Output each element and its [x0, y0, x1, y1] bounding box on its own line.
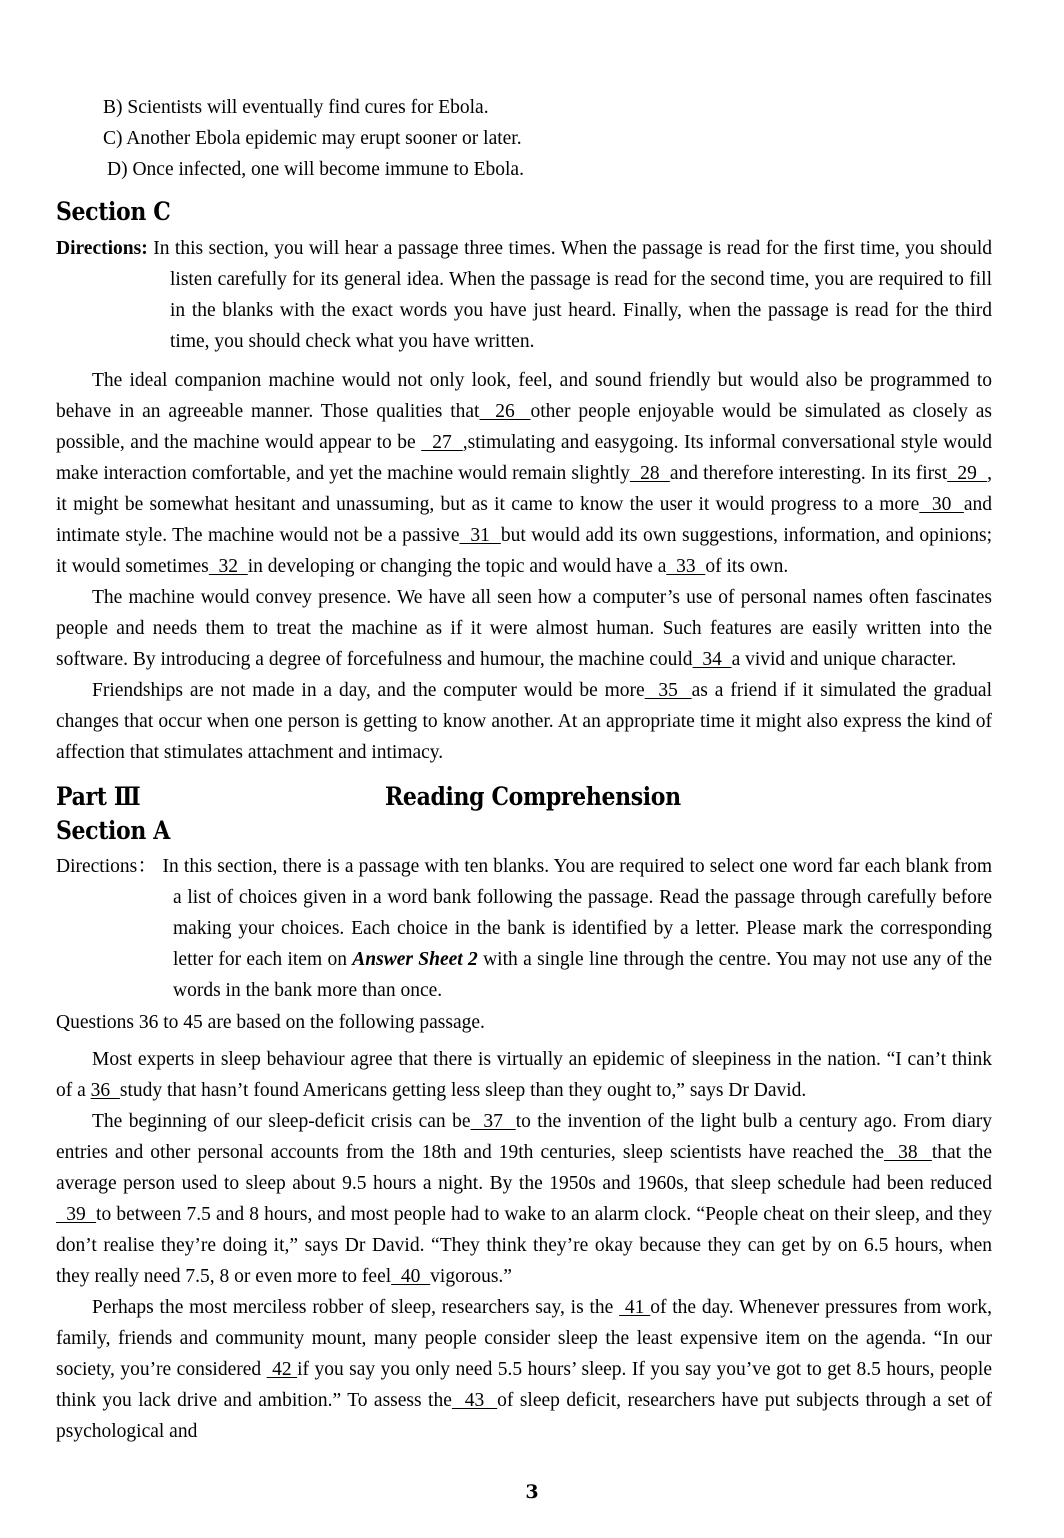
section-c-directions	[56, 233, 992, 357]
passage-text: Most experts in sleep behaviour agree that there is virtually an epidemic of sleepiness in the nation. “I can’t think of a	[56, 1049, 992, 1101]
passage-text: The beginning of our sleep-deficit crisis can be	[92, 1111, 471, 1132]
passage-paragraph-3	[56, 675, 992, 768]
passage-text: to the invention of the light bulb a century ago. From diary entries and other personal accounts from the 18th and 19th centuries, sleep scientists have reached the	[56, 1111, 992, 1163]
blank-35: 35	[644, 680, 692, 701]
option-b: B) Scientists will eventually find cures for Ebola.	[103, 97, 489, 118]
section-a-directions	[56, 851, 992, 1006]
blank-36: 36	[90, 1080, 120, 1101]
option-d: D) Once infected, one will become immune to Ebola.	[107, 159, 524, 180]
passage-text: ,stimulating and easygoing. Its informal conversational style would make interaction comfortable, and yet the machine would remain slightly	[56, 432, 993, 484]
passage-text: in developing or changing the topic and would have a	[247, 556, 667, 577]
part-three-header	[56, 782, 992, 816]
blank-28: 28	[629, 463, 670, 484]
blank-27: 27	[421, 432, 463, 453]
blank-34: 34	[692, 649, 732, 670]
blank-37: 37	[470, 1111, 516, 1132]
reading-paragraph-1	[56, 1044, 992, 1106]
section-a-heading: Section A	[56, 816, 171, 845]
blank-42: 42	[266, 1359, 298, 1380]
answer-sheet-emphasis: Answer Sheet 2	[352, 949, 478, 970]
passage-text: but would add its own suggestions, information, and opinions; it would sometimes	[56, 525, 992, 577]
passage-text: study that hasn’t found Americans getting less sleep than they ought to,” says Dr David.	[119, 1080, 807, 1101]
passage-text: Perhaps the most merciless robber of sleep, researchers say, is the	[92, 1297, 620, 1318]
option-c: C) Another Ebola epidemic may erupt sooner or later.	[103, 128, 522, 149]
blank-43: 43	[451, 1390, 498, 1411]
blank-40: 40	[391, 1266, 431, 1287]
passage-paragraph-2	[56, 582, 992, 675]
passage-text: of the day. Whenever pressures from work, family, friends and community mount, many people consider sleep the least expensive item on the agenda. “In our society, you’re considered	[56, 1297, 993, 1380]
passage-text: Friendships are not made in a day, and the computer would be more	[92, 680, 645, 701]
passage-text: The machine would convey presence. We have all seen how a computer’s use of personal names often fascinates people and needs them to treat the machine as if it were almost human. Such features are easily written into the software. By introducing a degree of forcefulness and humour, the machine could	[56, 587, 992, 670]
blank-29: 29	[947, 463, 988, 484]
blank-30: 30	[919, 494, 964, 515]
passage-text: a vivid and unique character.	[731, 649, 957, 670]
blank-33: 33	[666, 556, 706, 577]
blank-32: 32	[208, 556, 248, 577]
passage-text: that the average person used to sleep about 9.5 hours a night. By the 1950s and 1960s, that sleep schedule had been reduced	[56, 1142, 992, 1194]
passage-text: of its own.	[705, 556, 789, 577]
passage-text: of sleep deficit, researchers have put subjects through a set of psychological and	[56, 1390, 993, 1442]
blank-31: 31	[459, 525, 501, 546]
reading-paragraph-2	[56, 1106, 992, 1292]
passage-text: and therefore interesting. In its first	[669, 463, 948, 484]
directions-body: with a single line through the centre. You may not use any of the words in the bank more than once.	[173, 949, 993, 1001]
blank-39: 39	[56, 1204, 97, 1225]
questions-range-line: Questions 36 to 45 are based on the following passage.	[56, 1012, 485, 1033]
reading-paragraph-3	[56, 1292, 992, 1447]
passage-text: vigorous.”	[430, 1266, 512, 1287]
passage-paragraph-1	[56, 365, 992, 582]
directions-label: Directions:	[56, 238, 148, 259]
page-number: 3	[525, 1481, 539, 1503]
passage-text: , it might be somewhat hesitant and unassuming, but as it came to know the user it would progress to a more	[56, 463, 992, 515]
passage-text: other people enjoyable would be simulated as closely as possible, and the machine would appear to be	[56, 401, 993, 453]
directions-body: In this section, there is a passage with ten blanks. You are required to select one word far each blank from a list of choices given in a word bank following the passage. Read the passage through carefully before making your choices. Each choice in the bank is identified by a letter. Please mark the corresponding letter for each item on	[162, 856, 992, 970]
directions-body: In this section, you will hear a passage three times. When the passage is read for the first time, you should listen carefully for its general idea. When the passage is read for the second time, you are required to fill in the blanks with the exact words you have just heard. Finally, when the passage is read for the third time, you should check what you have written.	[153, 238, 993, 352]
part-title: Reading Comprehension	[385, 782, 681, 811]
passage-text: if you say you only need 5.5 hours’ sleep. If you say you’ve got to get 8.5 hours, people think you lack drive and ambition.” To assess the	[56, 1359, 993, 1411]
passage-text: as a friend if it simulated the gradual changes that occur when one person is getting to know another. At an appropriate time it might also express the kind of affection that stimulates attachment and intimacy.	[56, 680, 992, 763]
passage-text: The ideal companion machine would not only look, feel, and sound friendly but would also be programmed to behave in an agreeable manner. Those qualities that	[56, 370, 992, 422]
blank-41: 41	[619, 1297, 651, 1318]
passage-text: to between 7.5 and 8 hours, and most people had to wake to an alarm clock. “People cheat on their sleep, and they don’t realise they’re doing it,” says Dr David. “They think they’re okay because they can get by on 6.5 hours, when they really need 7.5, 8 or even more to feel	[56, 1204, 992, 1287]
passage-text: and intimate style. The machine would not be a passive	[56, 494, 992, 546]
part-label: Part Ⅲ	[56, 782, 141, 811]
blank-26: 26	[479, 401, 531, 422]
directions-label: Directions：	[56, 856, 158, 877]
blank-38: 38	[884, 1142, 932, 1163]
text-column	[56, 0, 992, 1447]
section-c-heading: Section C	[56, 197, 171, 226]
